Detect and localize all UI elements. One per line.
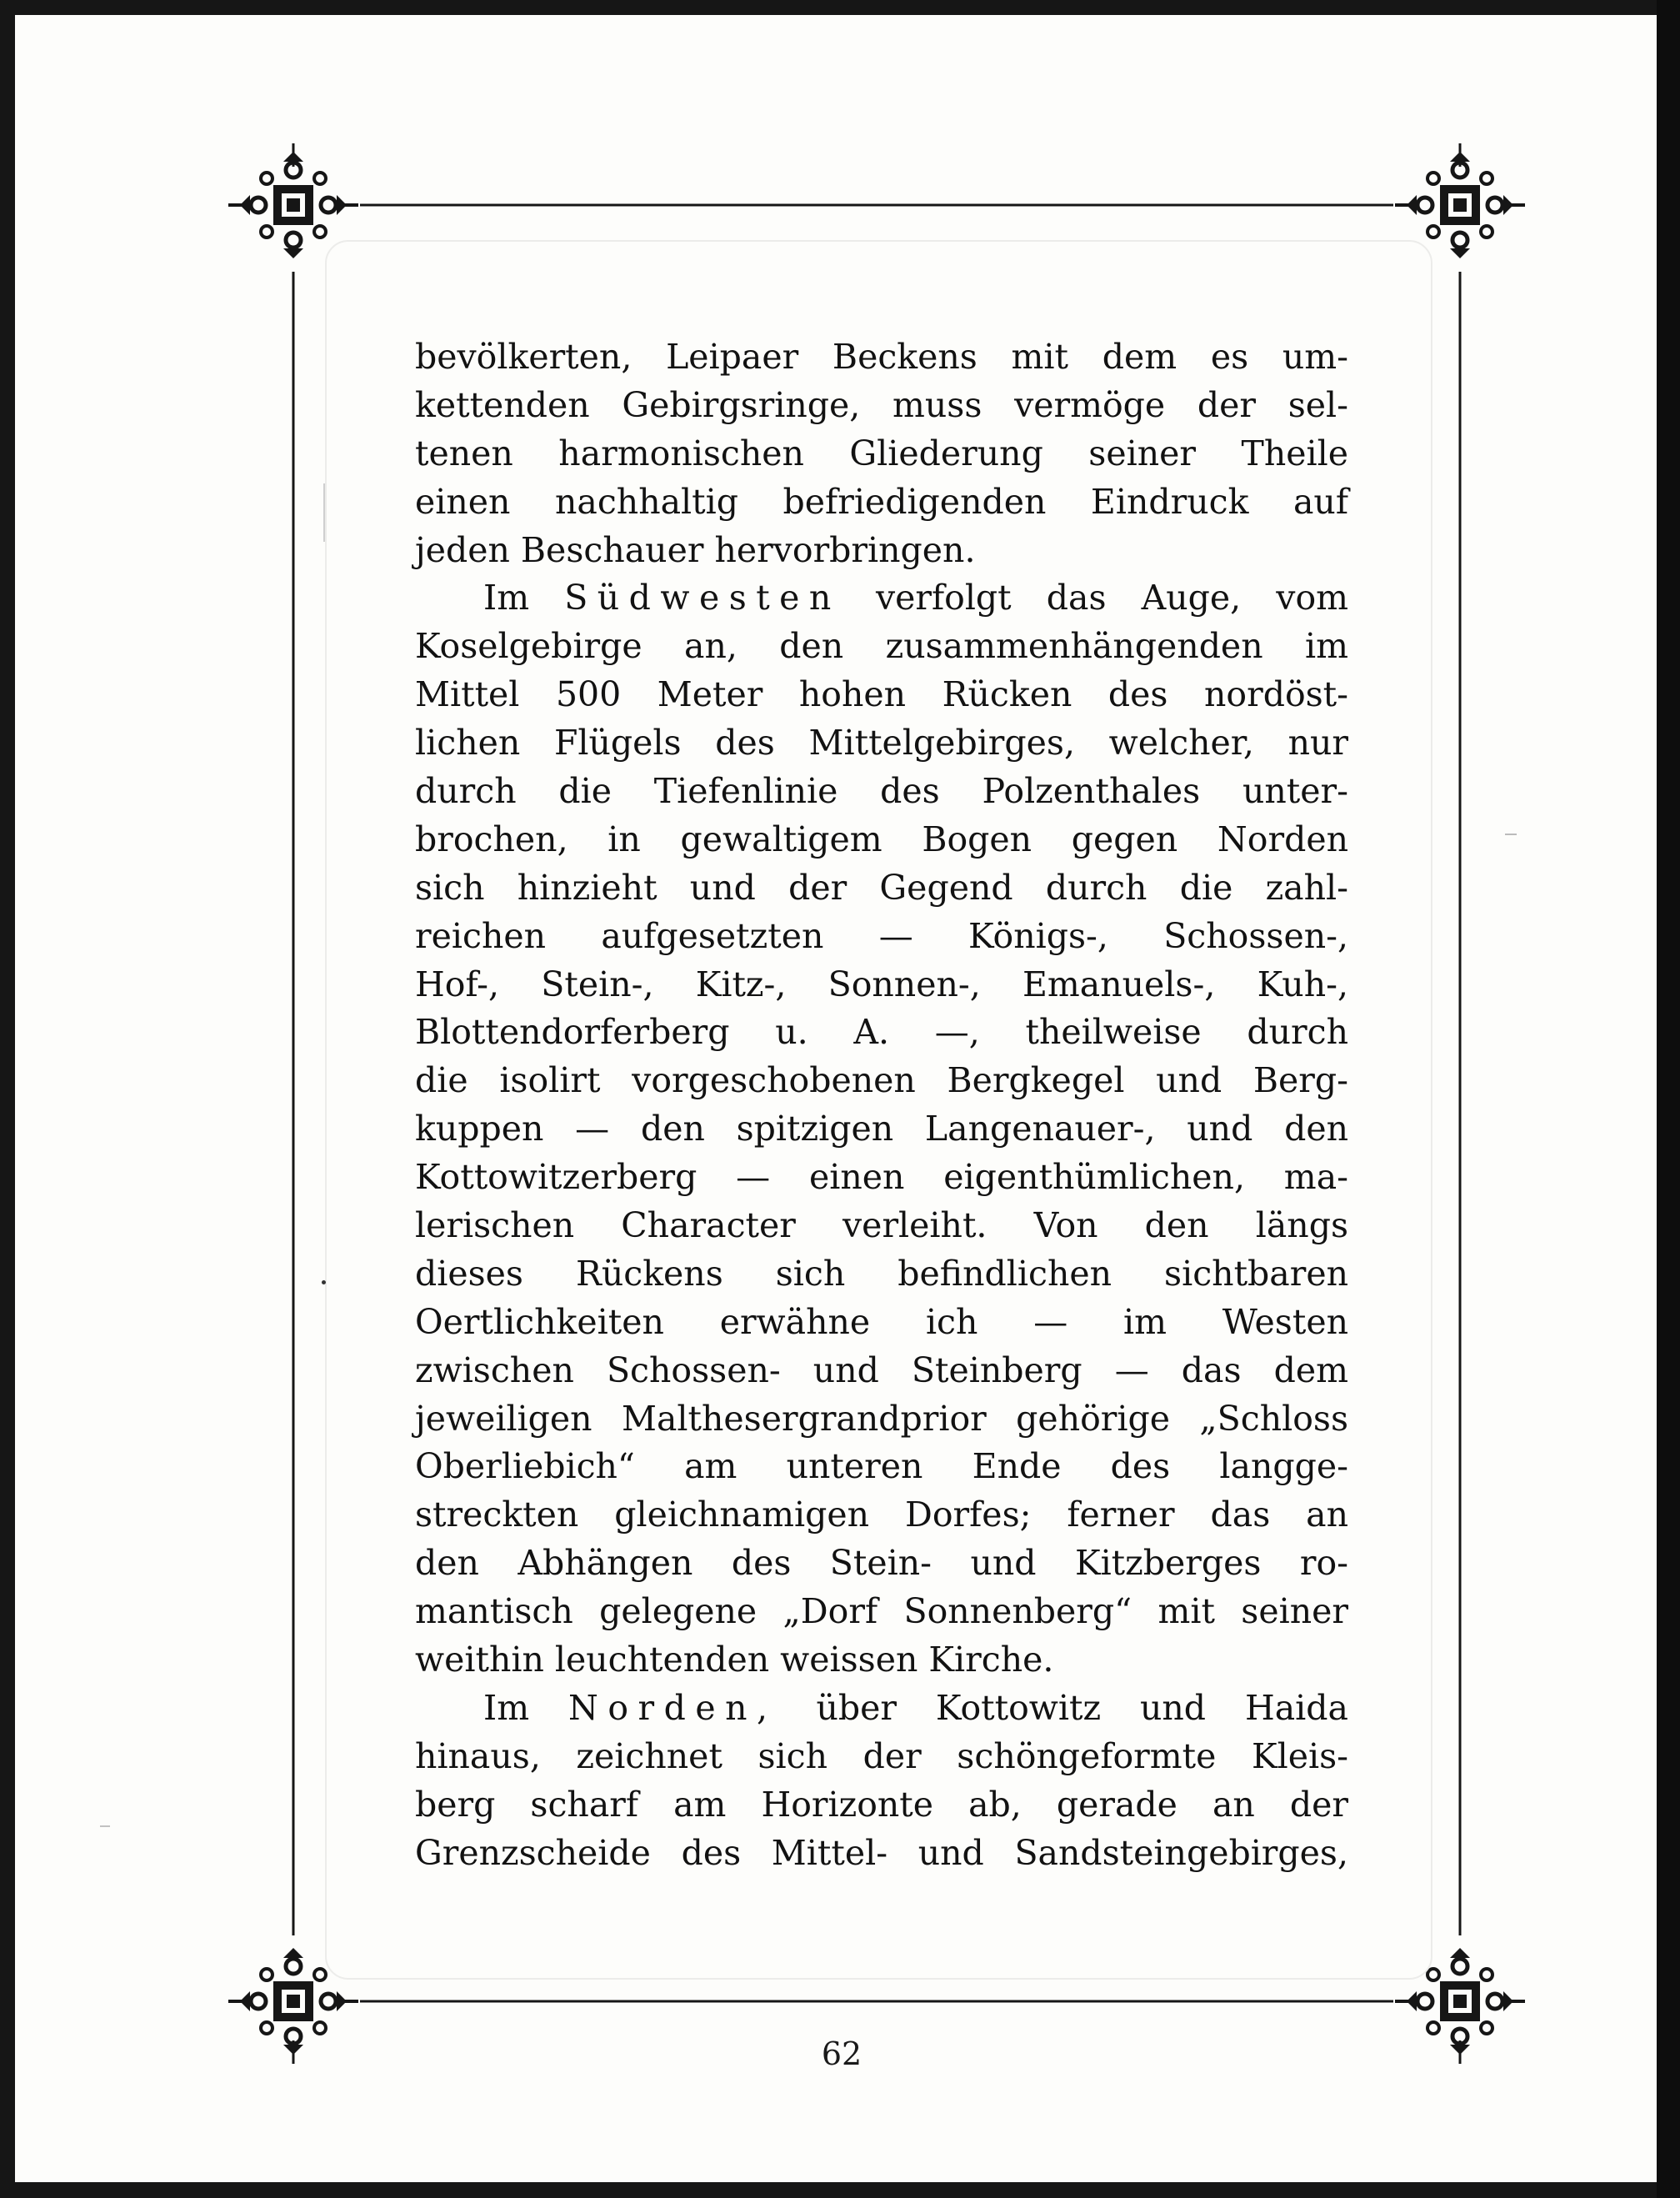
text-line: durch die Tiefenlinie des Polzenthales unter- bbox=[415, 771, 1348, 812]
text-line: tenen harmonischen Gliederung seiner Theile bbox=[415, 433, 1348, 473]
text-line: Oertlichkeiten erwähne ich — im Westen bbox=[415, 1301, 1348, 1342]
text-line: Oberliebich“ am unteren Ende des langge- bbox=[415, 1446, 1348, 1487]
text-line bbox=[415, 574, 1348, 623]
text-line: mantisch gelegene „Dorf Sonnenberg“ mit seiner bbox=[415, 1591, 1348, 1632]
text-line: den Abhängen des Stein- und Kitzberges ro- bbox=[415, 1543, 1348, 1584]
text-line: jeweiligen Malthesergrandprior gehörige „Schloss bbox=[415, 1398, 1348, 1439]
text-line: dieses Rückens sich befindlichen sichtbaren bbox=[415, 1253, 1348, 1294]
text-line: zwischen Schossen- und Steinberg — das dem bbox=[415, 1349, 1348, 1390]
text-line: berg scharf am Horizonte ab, gerade an der bbox=[415, 1784, 1348, 1825]
text-line: Grenzscheide des Mittel- und Sandsteingebirges, bbox=[415, 1832, 1348, 1873]
text-line: lerischen Character verleiht. Von den längs bbox=[415, 1205, 1348, 1246]
text-line: bevölkerten, Leipaer Beckens mit dem es um- bbox=[415, 337, 1348, 377]
text-run: Im bbox=[483, 578, 530, 618]
text-line: die isolirt vorgeschobenen Bergkegel und Berg- bbox=[415, 1060, 1348, 1101]
text-line: sich hinzieht und der Gegend durch die zahl- bbox=[415, 867, 1348, 908]
text-line: kettenden Gebirgsringe, muss vermöge der sel- bbox=[415, 384, 1348, 425]
text-line: Kottowitzerberg — einen eigenthümlichen, ma- bbox=[415, 1157, 1348, 1198]
text-line: Hof-, Stein-, Kitz-, Sonnen-, Emanuels-, Kuh-, bbox=[415, 964, 1348, 1004]
text-line: reichen aufgesetzten — Königs-, Schossen-, bbox=[415, 915, 1348, 956]
scan-speck bbox=[100, 1825, 110, 1827]
text-run: verfolgt das Auge, vom bbox=[875, 578, 1348, 618]
text-line: einen nachhaltig befriedigenden Eindruck auf bbox=[415, 481, 1348, 522]
text-line: hinaus, zeichnet sich der schöngeformte Kleis- bbox=[415, 1735, 1348, 1776]
scan-speck bbox=[322, 1280, 326, 1284]
text-line: weithin leuchtenden weissen Kirche. bbox=[415, 1640, 1054, 1680]
text-line: streckten gleichnamigen Dorfes; ferner das an bbox=[415, 1495, 1348, 1535]
text-line: Koselgebirge an, den zusammenhängenden im bbox=[415, 626, 1348, 667]
page-number: 62 bbox=[821, 2035, 862, 2072]
spaced-term: Norden, bbox=[568, 1687, 778, 1728]
text-line: Blottendorferberg u. A. —, theilweise durch bbox=[415, 1012, 1348, 1053]
text-line: Mittel 500 Meter hohen Rücken des nordöst- bbox=[415, 674, 1348, 715]
text-line bbox=[415, 1685, 1348, 1733]
text-line: brochen, in gewaltigem Bogen gegen Norden bbox=[415, 819, 1348, 859]
text-line: lichen Flügels des Mittelgebirges, welcher, nur bbox=[415, 723, 1348, 764]
scan-speck bbox=[1505, 834, 1517, 835]
text-run: über Kottowitz und Haida bbox=[816, 1687, 1348, 1728]
text-line: kuppen — den spitzigen Langenauer-, und den bbox=[415, 1109, 1348, 1149]
text-run: Im bbox=[483, 1687, 530, 1728]
spaced-term: Südwesten bbox=[564, 578, 841, 618]
scan-speck bbox=[323, 483, 325, 542]
body-text bbox=[415, 333, 1348, 1878]
text-line: jeden Beschauer hervorbringen. bbox=[415, 529, 976, 570]
